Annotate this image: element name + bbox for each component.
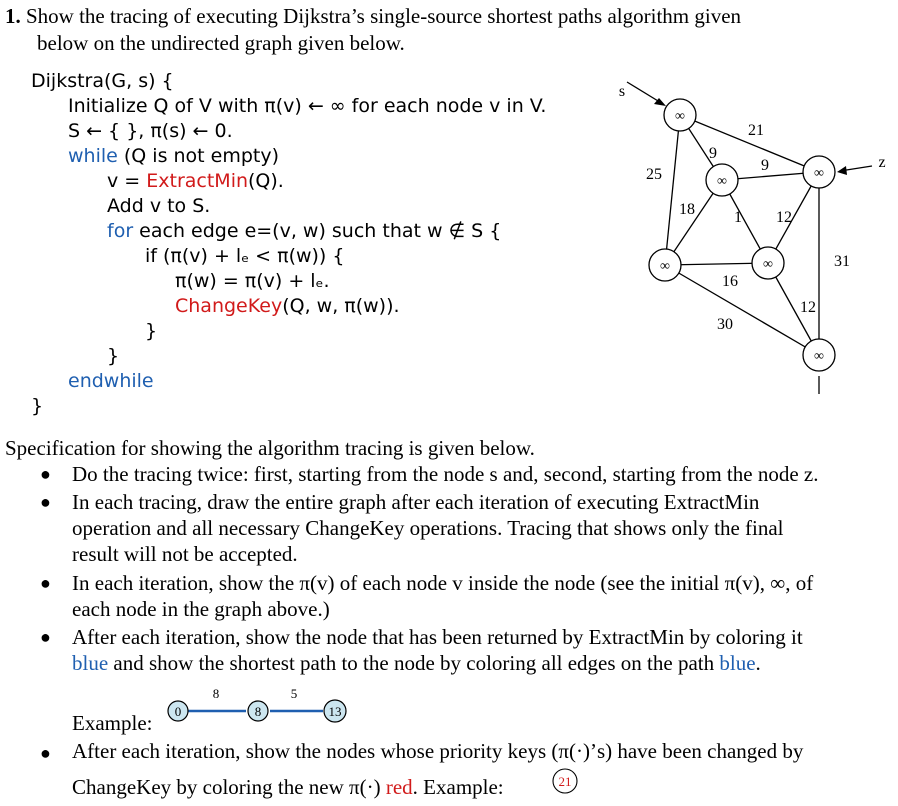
example-edge-label-1: 8: [212, 686, 220, 701]
code-line-4: [68, 145, 279, 167]
code-line-5-post: (Q).: [248, 170, 284, 192]
node-z-value: ∞: [814, 166, 824, 181]
bullet-1: ●: [40, 464, 51, 484]
edge-label-16: 16: [722, 273, 738, 290]
example-label: Example:: [72, 711, 153, 735]
example-red-node-value: 21: [558, 774, 572, 789]
code-close-if: }: [145, 320, 158, 342]
edge-label-12-b: 12: [800, 299, 816, 316]
spec-bullet-3-line-2: each node in the graph above.): [72, 597, 330, 621]
example-node-2-value: 8: [254, 704, 262, 719]
node-b-value: ∞: [717, 174, 727, 189]
code-line-10: [175, 295, 400, 317]
arrowhead-z: [837, 166, 847, 175]
node-t-value: ∞: [814, 349, 824, 364]
example-path-figure: [160, 684, 360, 730]
spec-bullet-5-line-2-end: . Example:: [412, 775, 504, 799]
red-word: red: [385, 775, 413, 799]
example-edge-label-2: 5: [290, 686, 298, 701]
problem-line-1: Show the tracing of executing Dijkstra’s single-source shortest paths algorithm given: [26, 4, 742, 28]
code-line-5: [107, 170, 284, 192]
function-extractmin: ExtractMin: [146, 170, 249, 192]
node-a-value: ∞: [660, 259, 670, 274]
spec-bullet-4-period: .: [755, 651, 761, 675]
edge-s-a: [665, 115, 680, 265]
spec-bullet-2-line-2: operation and all necessary ChangeKey operations. Tracing that shows only the final: [72, 516, 784, 540]
code-line-7: [107, 220, 501, 242]
spec-bullet-4-line-2-mid: and show the shortest path to the node by coloring all edges on the path: [108, 651, 720, 675]
bullet-2: ●: [40, 492, 51, 512]
example-node-3-value: 13: [328, 704, 342, 719]
spec-bullet-5-line-2: [72, 775, 504, 800]
code-close-for: }: [107, 345, 120, 367]
graph-figure: [600, 70, 890, 405]
example-red-node: [548, 764, 582, 798]
node-c-value: ∞: [763, 257, 773, 272]
spec-bullet-5-line-1: After each iteration, show the nodes whose priority keys (π(·)’s) have been changed by: [72, 739, 804, 763]
problem-statement: [5, 4, 741, 29]
label-s: s: [618, 83, 626, 100]
edge-label-30: 30: [717, 316, 733, 333]
bullet-5: ●: [40, 743, 51, 763]
blue-word-1: blue: [72, 651, 109, 675]
problem-line-2: below on the undirected graph given below.: [37, 31, 405, 55]
code-line-7-rest: each edge e=(v, w) such that w ∉ S {: [133, 220, 502, 242]
edge-label-9-b: 9: [761, 157, 769, 174]
spec-bullet-4-line-1: After each iteration, show the node that has been returned by ExtractMin by coloring it: [72, 625, 803, 649]
bullet-4: ●: [40, 627, 51, 647]
spec-bullet-3-line-1: In each iteration, show the π(v) of each node v inside the node (see the initial π(v), ∞, of: [72, 571, 814, 595]
blue-word-2: blue: [719, 651, 756, 675]
edge-label-18: 18: [679, 201, 695, 218]
spec-bullet-5-line-2-start: ChangeKey by coloring the new π(·): [72, 775, 386, 799]
code-line-8: if (π(v) + lₑ < π(w)) {: [145, 245, 345, 267]
problem-number: 1.: [5, 4, 21, 28]
code-close-function: }: [31, 395, 44, 417]
edge-label-25: 25: [646, 166, 662, 183]
example-node-1-value: 0: [174, 704, 182, 719]
edge-label-31: 31: [834, 253, 850, 270]
keyword-while: while: [68, 145, 118, 167]
spec-bullet-4-line-2: [72, 651, 761, 676]
keyword-endwhile: endwhile: [68, 370, 154, 392]
spec-intro: Specification for showing the algorithm tracing is given below.: [5, 436, 535, 460]
keyword-for: for: [107, 220, 134, 242]
edge-label-12-a: 12: [776, 209, 792, 226]
spec-bullet-1: Do the tracing twice: first, starting from the node s and, second, starting from the node z.: [72, 462, 819, 486]
code-line-3: S ← { }, π(s) ← 0.: [68, 120, 233, 142]
node-s-value: ∞: [675, 109, 685, 124]
function-changekey: ChangeKey: [175, 295, 283, 317]
code-line-9: π(w) = π(v) + lₑ.: [175, 270, 330, 292]
code-line-4-rest: (Q is not empty): [117, 145, 280, 167]
bullet-3: ●: [40, 573, 51, 593]
code-line-1: Dijkstra(G, s) {: [31, 70, 174, 92]
edge-label-1: 1: [734, 209, 742, 226]
code-line-10-rest: (Q, w, π(w)).: [282, 295, 400, 317]
code-line-2: Initialize Q of V with π(v) ← ∞ for each node v in V.: [68, 95, 547, 117]
edge-label-9-a: 9: [709, 145, 717, 162]
edge-label-21: 21: [748, 122, 764, 139]
spec-bullet-2-line-1: In each tracing, draw the entire graph after each iteration of executing ExtractMin: [72, 490, 760, 514]
edge-a-t: [665, 265, 819, 355]
spec-bullet-2-line-3: result will not be accepted.: [72, 542, 298, 566]
code-line-5-pre: v =: [107, 170, 147, 192]
code-line-6: Add v to S.: [107, 195, 211, 217]
label-z: z: [878, 154, 886, 171]
